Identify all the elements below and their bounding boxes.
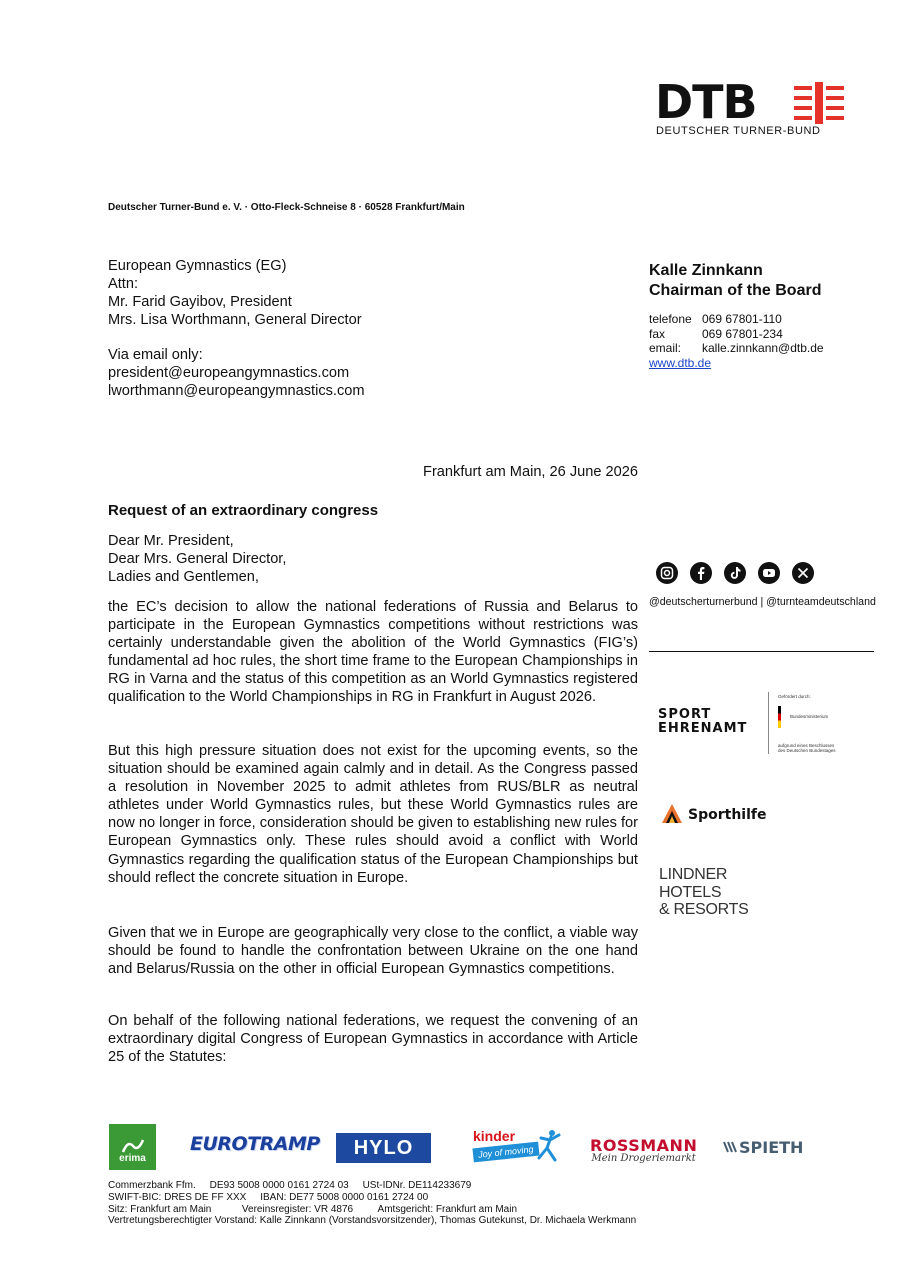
funding-label: Gefördert durch: — [778, 694, 811, 699]
fax-value: 069 67801-234 — [702, 326, 783, 341]
sporthilfe-logo — [660, 802, 766, 828]
fax-label: fax — [649, 326, 666, 341]
facebook-icon[interactable] — [690, 562, 712, 584]
resolution-line: aufgrund eines Beschlusses — [778, 743, 835, 748]
recipient-line: Mrs. Lisa Worthmann, General Director — [108, 312, 362, 328]
recipient-line: Mr. Farid Gayibov, President — [108, 294, 292, 310]
spieth-logo — [723, 1138, 803, 1157]
bank-details — [108, 1180, 636, 1227]
salutation-line: Ladies and Gentlemen, — [108, 569, 259, 585]
sender-line: Deutscher Turner-Bund e. V. · Otto-Fleck-Schneise 8 · 60528 Frankfurt/Main — [108, 202, 465, 213]
erima-text: erima — [119, 1153, 146, 1164]
dtb-emblem-icon — [794, 82, 846, 124]
hylo-logo: HYLO — [336, 1133, 431, 1163]
bank-line: Vertretungsberechtigter Vorstand: Kalle Zinnkann (Vorstandsvorsitzender), Thomas Gutekunst, Dr. Michaela Werkmann — [108, 1215, 637, 1227]
recipient-via: Via email only: — [108, 347, 203, 363]
lindner-line: HOTELS — [659, 883, 722, 901]
salutation-line: Dear Mrs. General Director, — [108, 551, 287, 567]
sport-ehrenamt-line: EHRENAMT — [658, 721, 748, 736]
dtb-logo-letters: DTB — [655, 75, 757, 129]
spieth-mark-icon — [723, 1140, 739, 1154]
eurotramp-logo: EUROTRAMP — [190, 1133, 320, 1155]
sport-ehrenamt-logo — [658, 690, 838, 755]
rossmann-text: ROSSMANN — [590, 1136, 698, 1155]
spacer — [108, 329, 365, 346]
body-paragraph: But this high pressure situation does not exist for the upcoming events, so the situation should be examined again calmly and in detail. As the Congress passed a resolution in November 2025 to admit athletes from RUS/BLR as neutral athletes under World Gymnastics rules, but these World Gymnastics rules are now no longer in force, consideration should be given to establishing new rules for European Gymnastics only. These rules should avoid a conflict with World Gymnastics regarding the qualification status of the European Championships but should reflect the concrete situation in Europe. — [108, 743, 638, 886]
spieth-text: SPIETH — [739, 1138, 804, 1157]
contact-role: Chairman of the Board — [649, 282, 822, 299]
ministry-label: Bundesministerium — [790, 714, 829, 719]
contact-email-row — [649, 341, 824, 356]
recipient-line: European Gymnastics (EG) — [108, 258, 287, 274]
sidebar-divider — [649, 651, 874, 652]
kinder-text: kinder — [473, 1128, 516, 1144]
salutation — [108, 532, 286, 586]
divider — [768, 692, 769, 754]
lindner-line: & RESORTS — [659, 901, 749, 918]
lindner-hotels-logo — [659, 866, 748, 919]
email-label: email: — [649, 341, 682, 355]
contact-info — [649, 312, 824, 370]
recipient-email: president@europeangymnastics.com — [108, 365, 350, 381]
dtb-logo-subtitle: DEUTSCHER TURNER-BUND — [656, 125, 821, 137]
contact-fax-row — [649, 327, 824, 342]
contact-web-row — [649, 356, 824, 371]
recipient-email: lworthmann@europeangymnastics.com — [108, 383, 365, 399]
phone-label: telefone — [649, 312, 692, 326]
sporthilfe-text: Sporthilfe — [688, 807, 767, 823]
sport-ehrenamt-text — [658, 708, 747, 736]
sporthilfe-flame-icon — [660, 803, 684, 827]
erima-mark-icon — [122, 1139, 144, 1153]
letter-subject: Request of an extraordinary congress — [108, 502, 379, 519]
bank-line: Sitz: Frankfurt am Main Vereinsregister: VR 4876 Amtsgericht: Frankfurt am Main — [108, 1203, 518, 1215]
erima-logo — [109, 1124, 156, 1170]
bank-line: Commerzbank Ffm. DE93 5008 0000 0161 2724 03 USt-IDNr. DE114233679 — [108, 1180, 472, 1191]
social-icons — [656, 562, 814, 584]
website-link[interactable]: www.dtb.de — [649, 355, 712, 370]
youtube-icon[interactable] — [758, 562, 780, 584]
bank-line: SWIFT-BIC: DRES DE FF XXX IBAN: DE77 5008 0000 0161 2724 00 — [108, 1191, 429, 1203]
contact-block — [649, 261, 821, 301]
recipient-line: Attn: — [108, 276, 139, 292]
kinder-joy-of-moving-logo — [473, 1128, 561, 1166]
phone-value: 069 67801-110 — [702, 312, 782, 326]
contact-name: Kalle Zinnkann — [649, 262, 763, 279]
resolution-line: des Deutschen Bundestages — [778, 748, 836, 753]
gymnast-figure-icon — [535, 1128, 561, 1166]
lindner-line: LINDNER — [659, 866, 728, 883]
tiktok-icon[interactable] — [724, 562, 746, 584]
sport-ehrenamt-line: SPORT — [658, 707, 712, 722]
email-value: kalle.zinnkann@dtb.de — [702, 341, 824, 355]
salutation-line: Dear Mr. President, — [108, 533, 234, 549]
dtb-logo — [652, 75, 852, 140]
recipient-address — [108, 257, 365, 400]
body-paragraph: On behalf of the following national federations, we request the convening of an extraordinary digital Congress of European Gymnastics in accordance with Article 25 of the Statutes: — [108, 1013, 638, 1066]
rossmann-tagline: Mein Drogeriemarkt — [591, 1153, 696, 1164]
body-paragraph: Given that we in Europe are geographically very close to the conflict, a viable way should be found to handle the confrontation between Ukraine on the one hand and Belarus/Russia on the other in official European Gymnastics competitions. — [108, 925, 638, 978]
kinder-tagline: Joy of moving — [472, 1142, 539, 1163]
rossmann-logo — [590, 1136, 697, 1164]
letter-date: Frankfurt am Main, 26 June 2026 — [423, 464, 638, 480]
body-paragraph: the EC’s decision to allow the national federations of Russia and Belarus to participate in the European Gymnastics competitions without restrictions was certainly understandable given the abolition of the World Gymnastics (FIG’s) fundamental ad hoc rules, the short time frame to the European Championships in RG in Varna and the status of this competition as an World Gymnastics registered qualification to the World Championships in RG in Frankfurt in August 2026. — [108, 599, 638, 706]
x-icon[interactable] — [792, 562, 814, 584]
instagram-icon[interactable] — [656, 562, 678, 584]
social-handles: @deutscherturnerbund | @turnteamdeutschland — [649, 596, 876, 608]
contact-phone-row — [649, 312, 824, 327]
german-flag-icon — [778, 706, 781, 728]
